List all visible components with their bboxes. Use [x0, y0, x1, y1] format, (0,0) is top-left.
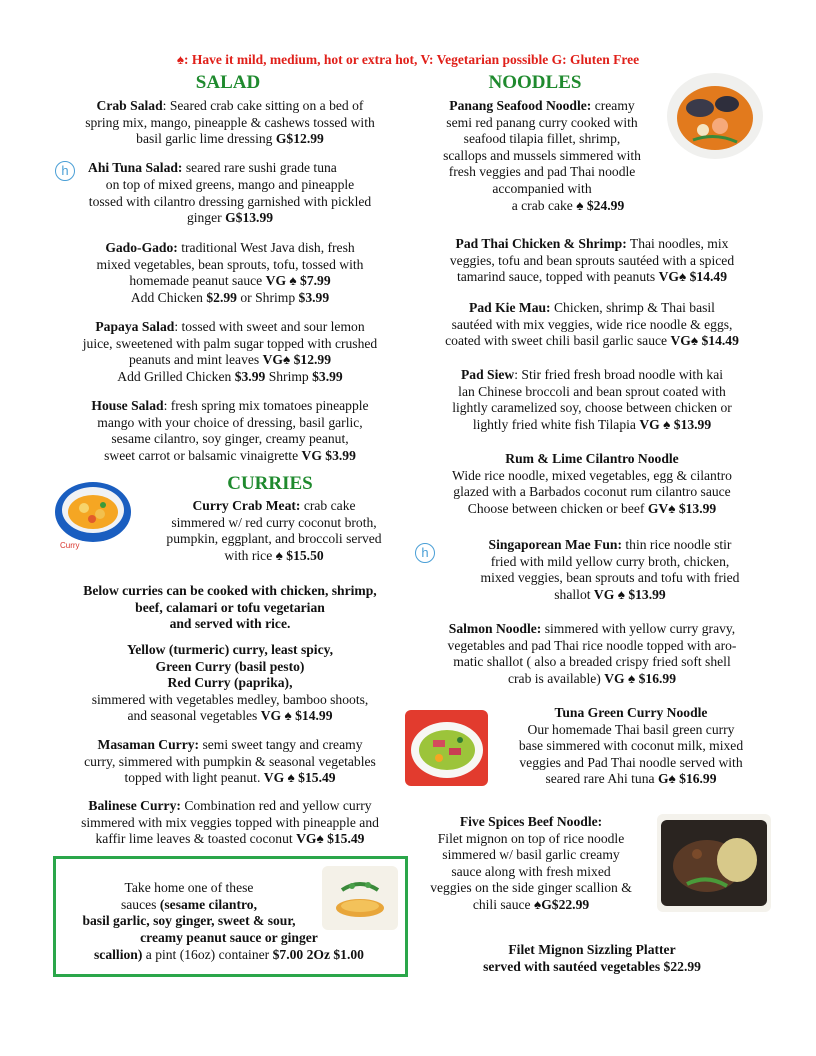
item-name: Ahi Tuna Salad: — [88, 160, 183, 175]
price: VG ♠ $16.99 — [604, 670, 677, 686]
item-name: Filet Mignon Sizzling Platter — [508, 942, 676, 957]
price: G$12.99 — [275, 131, 324, 147]
item-name: Tuna Green Curry Noodle — [554, 705, 708, 720]
curry-photo — [52, 476, 134, 552]
tuna-green-curry-noodle: Tuna Green Curry Noodle Our homemade Thai basil green curry base simmered with coconut milk, mixed veggies and Pad Thai noodle served with seared rare Ahi tuna G♠ $16.99 — [518, 705, 744, 787]
crab-salad: Crab Salad: Seared crab cake sitting on a bed of spring mix, mango, pineapple & cashews tossed with basil garlic lime dressing G$12.99 — [85, 98, 375, 147]
gado-gado: Gado-Gado: traditional West Java dish, fresh mixed vegetables, bean sprouts, tofu, tossed with homemade peanut sauce VG ♠ $7.99 Add Chicken $2.99 or Shrimp $3.99 — [96, 240, 364, 305]
price: ♠G$22.99 — [533, 896, 590, 912]
item-name: Pad Thai Chicken & Shrimp: — [455, 236, 627, 251]
panang-photo — [665, 70, 765, 162]
price: VG♠ $15.49 — [296, 831, 365, 847]
price: G♠ $16.99 — [657, 771, 717, 787]
item-name: Salmon Noodle: — [448, 621, 542, 636]
pad-siew: Pad Siew: Stir fried fresh broad noodle with kai lan Chinese broccoli and bean sprout coated with lightly caramelized soy, choose between chicken or lightly fried white fish Tilapia VG ♠ $13.99 — [452, 367, 732, 432]
item-name: Singaporean Mae Fun: — [488, 537, 622, 552]
price: ♠ $15.50 — [275, 547, 324, 563]
legend: ♠: Have it mild, medium, hot or extra hot, V: Vegetarian possible G: Gluten Free — [176, 52, 640, 67]
curry-crab-meat: Curry Crab Meat: crab cake simmered w/ red curry coconut broth, pumpkin, eggplant, and broccoli served with rice ♠ $15.50 — [166, 498, 382, 563]
salmon-noodle: Salmon Noodle: simmered with yellow curry gravy, vegetables and pad Thai rice noodle topped with aro- matic shallot ( also a breaded crispy fried soft shell crab is available) VG ♠ $16.99 — [447, 621, 737, 686]
pad-thai: Pad Thai Chicken & Shrimp: Thai noodles, mix veggies, tofu and bean sprouts sautéed with a spiced tamarind sauce, topped with peanuts VG♠ $14.49 — [449, 236, 735, 285]
takehome-line4: creamy peanut sauce or ginger — [140, 930, 318, 945]
filet-mignon-sizzling-platter: Filet Mignon Sizzling Platter served with sautéed vegetables $22.99 — [483, 942, 701, 974]
item-name: Five Spices Beef Noodle: — [459, 814, 603, 829]
price: VG♠ $14.49 — [658, 269, 727, 285]
item-name: Gado-Gado: — [105, 240, 178, 255]
takehome-line5: scallion) a pint (16oz) container $7.00 2Oz $1.00 — [94, 947, 364, 962]
price: VG♠ $14.49 — [670, 333, 739, 349]
curry-photo-caption: Curry — [60, 541, 80, 550]
masaman-curry: Masaman Curry: semi sweet tangy and creamy curry, simmered with pumpkin & seasonal vegetables topped with light peanut. VG ♠ $15.49 — [84, 737, 376, 786]
singaporean-mae-fun: Singaporean Mae Fun: thin rice noodle stir fried with mild yellow curry broth, chicken, mixed veggies, bean sprouts and tofu with fried shallot VG ♠ $13.99 — [480, 537, 740, 602]
price: VG ♠ $13.99 — [593, 586, 666, 602]
price: G$13.99 — [225, 210, 274, 226]
price: VG ♠ $13.99 — [639, 416, 712, 432]
pad-kie-mau: Pad Kie Mau: Chicken, shrimp & Thai basil sautéed with mix veggies, wide rice noodle & eggs, coated with sweet chili basil garlic sauce VG♠ $14.49 — [445, 300, 739, 349]
item-name: Papaya Salad — [95, 319, 175, 334]
item-name: House Salad — [91, 398, 164, 413]
item-name: Masaman Curry: — [97, 737, 200, 752]
item-name: Rum & Lime Cilantro Noodle — [505, 451, 679, 466]
healthy-icon: h — [55, 161, 75, 181]
healthy-icon: h — [415, 543, 435, 563]
price: $22.99 — [663, 958, 701, 974]
five-spices-beef-noodle: Five Spices Beef Noodle: Filet mignon on top of rice noodle simmered w/ basil garlic creamy sauce along with fresh mixed veggies on the side ginger scallion & chili sauce ♠G$22.99 — [430, 814, 632, 912]
takehome-text: Take home one of these sauces (sesame cilantro, basil garlic, soy ginger, sweet & sour, — [82, 880, 296, 929]
papaya-salad: Papaya Salad: tossed with sweet and sour lemon juice, sweetened with palm sugar topped with crushed peanuts and mint leaves VG♠ $12.99 Add Grilled Chicken $3.99 Shrimp $3.99 — [82, 319, 378, 384]
item-name: Panang Seafood Noodle: — [449, 98, 592, 113]
price: VG♠ $12.99 — [262, 352, 332, 368]
item-name: Pad Kie Mau: — [469, 300, 551, 315]
house-salad: House Salad: fresh spring mix tomatoes pineapple mango with your choice of dressing, basil garlic, sesame cilantro, soy ginger, creamy peanut, sweet carrot or balsamic vinaigrette VG $3.99 — [91, 398, 369, 463]
item-name: Crab Salad — [96, 98, 163, 113]
curries-heading: CURRIES — [227, 473, 313, 494]
price: VG ♠ $7.99 — [265, 273, 331, 289]
beef-photo — [657, 814, 771, 912]
rum-lime-cilantro-noodle: Rum & Lime Cilantro Noodle Wide rice noodle, mixed vegetables, egg & cilantro glazed with a Barbados coconut rum cilantro sauce Choose between chicken or beef GV♠ $13.99 — [452, 451, 732, 516]
price: VG ♠ $14.99 — [260, 708, 333, 724]
sauce-photo — [322, 866, 398, 930]
ahi-tuna-salad-title: Ahi Tuna Salad: seared rare sushi grade tuna — [88, 160, 337, 175]
item-name: Curry Crab Meat: — [192, 498, 301, 513]
item-name: Pad Siew — [460, 367, 515, 382]
price: VG ♠ $15.49 — [263, 770, 336, 786]
price: GV♠ $13.99 — [647, 500, 717, 516]
tuna-photo — [405, 710, 488, 786]
balinese-curry: Balinese Curry: Combination red and yellow curry simmered with mix veggies topped with pineapple and kaffir lime leaves & toasted coconut VG♠ $15.49 — [81, 798, 379, 847]
curry-trio: Yellow (turmeric) curry, least spicy, Green Curry (basil pesto) Red Curry (paprika), simmered with vegetables medley, bamboo shoots, and seasonal vegetables VG ♠ $14.99 — [91, 642, 369, 724]
ahi-tuna-salad: on top of mixed greens, mango and pineapple tossed with cilantro dressing garnished with pickled ginger G$13.99 — [88, 177, 372, 226]
curry-note: Below curries can be cooked with chicken, shrimp, beef, calamari or tofu vegetarian and served with rice. — [83, 583, 377, 632]
price: VG $3.99 — [301, 447, 356, 463]
item-name: Balinese Curry: — [88, 798, 181, 813]
salad-heading: SALAD — [195, 72, 261, 93]
panang-seafood-noodle: Panang Seafood Noodle: creamy semi red panang curry cooked with seafood tilapia fillet, shrimp, scallops and mussels simmered with fresh veggies and pad Thai noodle accompanied with a crab cake ♠ $24.99 — [443, 98, 641, 213]
noodles-heading: NOODLES — [488, 72, 582, 93]
price: ♠ $24.99 — [576, 197, 625, 213]
